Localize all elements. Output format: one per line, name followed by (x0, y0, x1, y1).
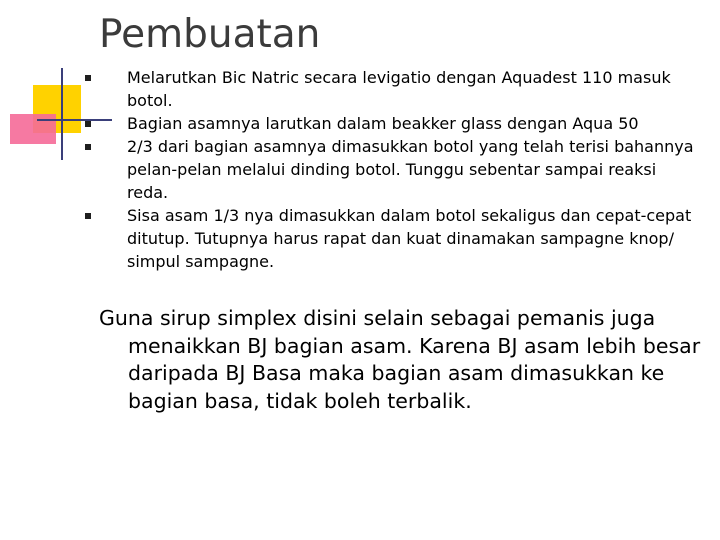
bullet-item (82, 204, 702, 273)
square-bullet-icon (85, 213, 91, 219)
square-bullet-icon (85, 121, 91, 127)
bullet-text: Sisa asam 1/3 nya dimasukkan dalam botol sekaligus dan cepat-cepat ditutup. Tutupnya harus rapat dan kuat dinamakan sampagne knop/ simpul sampagne. (127, 206, 692, 271)
slide-title: Pembuatan (99, 12, 321, 57)
bullet-item (82, 66, 702, 112)
bullet-item (82, 135, 702, 204)
body-paragraph: Guna sirup simplex disini selain sebagai pemanis juga menaikkan BJ bagian asam. Karena BJ asam lebih besar daripada BJ Basa maka bagian asam dimasukkan ke bagian basa, tidak boleh terbalik. (99, 306, 701, 413)
bullet-list (82, 66, 702, 273)
bullet-text: 2/3 dari bagian asamnya dimasukkan botol yang telah terisi bahannya pelan-pelan melalui dinding botol. Tunggu sebentar sampai reaksi reda. (127, 137, 694, 202)
bullet-text: Bagian asamnya larutkan dalam beakker glass dengan Aqua 50 (127, 114, 639, 133)
bullet-text: Melarutkan Bic Natric secara levigatio dengan Aquadest 110 masuk botol. (127, 68, 671, 110)
square-bullet-icon (85, 144, 91, 150)
decorative-vertical-line (61, 68, 63, 160)
square-bullet-icon (85, 75, 91, 81)
bullet-item (82, 112, 702, 135)
